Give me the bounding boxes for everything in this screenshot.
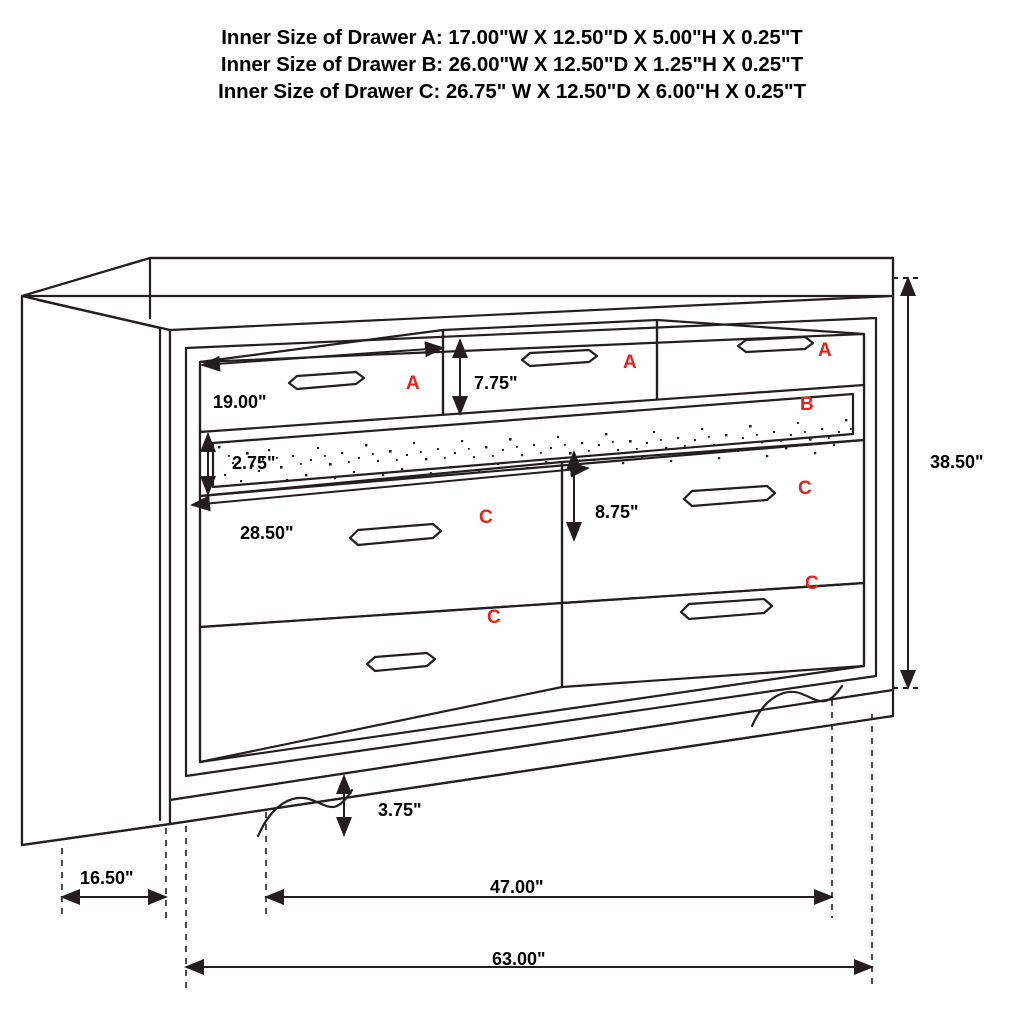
drawer-letter-b-1: B — [800, 394, 814, 415]
dim-label-1650: 16.50" — [80, 868, 134, 888]
drawer-letter-a-2: A — [623, 352, 637, 373]
dim-label-6300: 63.00" — [492, 949, 546, 969]
spec-line-drawer-c: Inner Size of Drawer C: 26.75" W X 12.50"D X 6.00"H X 0.25"T — [218, 80, 806, 103]
drawer-letter-a-1: A — [406, 373, 420, 394]
dim-label-375: 3.75" — [378, 800, 422, 820]
dim-label-775: 7.75" — [474, 373, 518, 393]
spec-line-drawer-a: Inner Size of Drawer A: 17.00"W X 12.50"D X 5.00"H X 0.25"T — [221, 26, 803, 49]
drawer-letter-c-4: C — [805, 573, 819, 594]
dim-label-19: 19.00" — [213, 392, 267, 412]
dim-label-875: 8.75" — [595, 502, 639, 522]
drawer-letter-c-3: C — [487, 607, 501, 628]
cabinet-left-side — [22, 296, 170, 845]
spec-line-drawer-b: Inner Size of Drawer B: 26.00"W X 12.50"D X 1.25"H X 0.25"T — [220, 53, 804, 76]
drawer-letter-a-3: A — [818, 340, 832, 361]
drawer-letter-c-1: C — [479, 507, 493, 528]
dim-label-2850: 28.50" — [240, 523, 294, 543]
drawer-letter-c-2: C — [798, 478, 812, 499]
cabinet-top — [22, 258, 893, 296]
dim-label-3850: 38.50" — [930, 452, 984, 472]
dim-label-4700: 47.00" — [490, 877, 544, 897]
dim-label-275: 2.75" — [232, 453, 276, 473]
